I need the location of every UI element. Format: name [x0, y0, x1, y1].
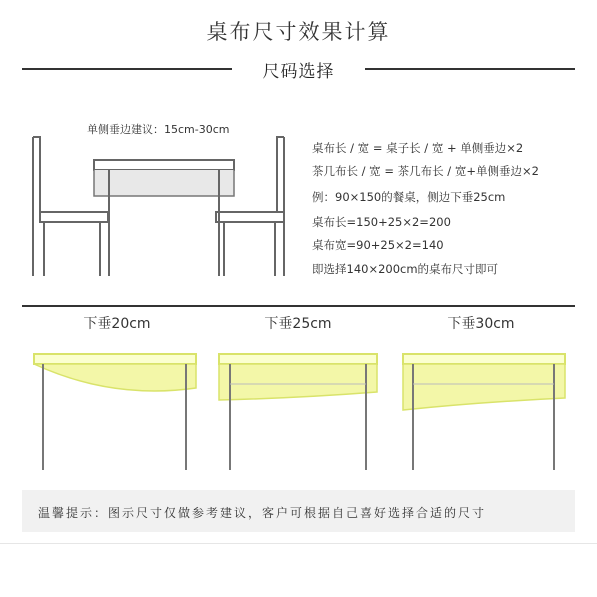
tip-text: 温馨提示：图示尺寸仅做参考建议，客户可根据自己喜好选择合适的尺寸	[38, 506, 487, 520]
drop-label-20: 下垂20cm	[83, 316, 151, 332]
drop-30-top	[403, 354, 565, 364]
page-title: 桌布尺寸效果计算	[206, 20, 391, 44]
right-chair-back	[277, 137, 284, 212]
center-table	[94, 160, 234, 276]
formula-line: 桌布长=150+25×2=200	[312, 215, 451, 229]
formula-line: 茶几布长 / 宽 = 茶几布长 / 宽+单侧垂边×2	[312, 164, 539, 178]
formula-line: 例：90×150的餐桌，侧边下垂25cm	[312, 190, 506, 204]
bottom-rule	[0, 543, 597, 544]
right-chair	[216, 137, 284, 276]
overhang-note: 单侧垂边建议：15cm-30cm	[87, 123, 230, 136]
drop-25-top	[219, 354, 377, 364]
right-chair-seat	[216, 212, 284, 222]
drop-example-20	[34, 354, 196, 470]
center-tablecloth	[94, 170, 234, 196]
drop-20-cloth	[34, 364, 196, 391]
drop-25-cloth	[219, 364, 377, 400]
section-title: 尺码选择	[262, 62, 335, 82]
formula-line: 桌布宽=90+25×2=140	[312, 238, 444, 252]
drop-example-30	[403, 354, 565, 470]
drop-20-top	[34, 354, 196, 364]
drop-example-25	[219, 354, 377, 470]
drop-divider	[22, 305, 575, 307]
drop-label-25: 下垂25cm	[264, 316, 332, 332]
center-tabletop	[94, 160, 234, 170]
drop-30-cloth	[403, 364, 565, 410]
left-chair	[33, 137, 108, 276]
formula-line: 即选择140×200cm的桌布尺寸即可	[312, 262, 499, 276]
drop-label-30: 下垂30cm	[447, 316, 515, 332]
formula-line: 桌布长 / 宽 = 桌子长 / 宽 + 单侧垂边×2	[312, 141, 524, 155]
left-chair-seat	[40, 212, 108, 222]
